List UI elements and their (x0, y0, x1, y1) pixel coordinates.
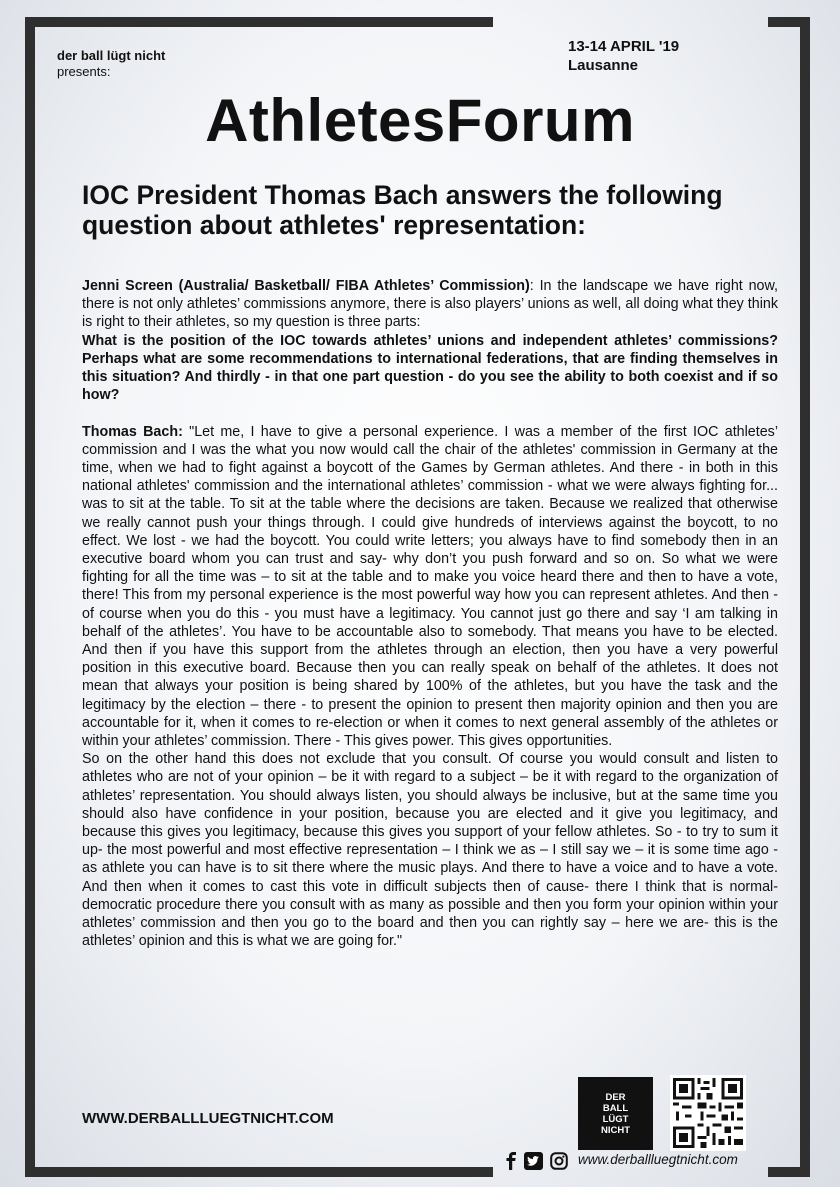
masthead-title: AthletesForum (205, 87, 635, 154)
question-intro-paragraph (82, 277, 778, 332)
instagram-icon[interactable] (550, 1152, 568, 1170)
question-text: What is the position of the IOC towards athletes’ unions and independent athletes’ commissions? Perhaps what are some recommendations to international federations, that are finding themselves in this situation? And thirdly - in that one part question - do you see the ability to both coexist and if so how? (82, 332, 778, 404)
frame-bottom-right (768, 1167, 810, 1177)
frame-bottom-left (25, 1167, 493, 1177)
org-name: der ball lügt nicht (57, 48, 166, 63)
question-speaker: Jenni Screen (Australia/ Basketball/ FIBA Athletes’ Commission) (82, 278, 530, 294)
answer-speaker: Thomas Bach: (82, 423, 183, 440)
footer-website[interactable]: www.derballluegtnicht.com (578, 1152, 738, 1167)
article-headline: IOC President Thomas Bach answers the following question about athletes' representation: (82, 180, 723, 240)
answer-text-1: "Let me, I have to give a personal experience. I was a member of the first IOC athletes’ commission and I was the what you now would call the chair of the athletes' commission in Germany at the time, when we had to fight against a boycott of the Games by German athletes. And there - in both in this national athletes' commission and the international athletes’ commission - what we were always fighting for... was to sit at the table. To sit at the table where the decisions are taken. Because we realized that otherwise we really cannot push your things through. I could give hundreds of interviews against the boycott, to no effect. We lost - we had the boycott. You could write letters; you always have to find somebody then in an executive board whom you can trust and say- why don’t you push forward and so on. So what we were fighting for all the time was – to sit at the table and to make you voice heard there and then to have a vote, there! This from my personal experience is the most powerful way how you can represent athletes. And then - of course when you do this - you must have a legitimacy. You cannot just go there and say ‘I am talking in behalf of the athletes’. You have to be accountable also to somebody. That means you have to be elected. And then if you have this support from the athletes through an election, then you have a very powerful position in this executive board. Because then you can really speak on behalf of the athletes. It does not mean that always your position is being shared by 100% of the athletes, but you have the task and the legitimacy by the election – there - to present the opinion to present then majority opinion and then you are accountable for it, when it comes to re-election or when it comes to next general assembly of the athletes or within your athletes’ commission. There - This gives power. This gives opportunities. (82, 423, 779, 750)
logo-line: NICHT (600, 1124, 631, 1136)
frame-right (800, 17, 810, 1177)
twitter-icon[interactable] (524, 1152, 543, 1170)
frame-top-left (25, 17, 493, 27)
presents-label: presents: (57, 64, 111, 79)
event-date: 13-14 APRIL '19 (568, 38, 680, 55)
article-body (82, 277, 778, 951)
footer-website-caps[interactable]: WWW.DERBALLLUEGTNICHT.COM (82, 1110, 334, 1127)
event-place: Lausanne (568, 57, 639, 74)
facebook-icon[interactable] (505, 1152, 517, 1170)
logo-line: DER (605, 1091, 626, 1103)
answer-paragraph-2: So on the other hand this does not exclude that you consult. Of course you would consult and listen to athletes who are not of your opinion – be it with regard to a subject – be it with regard to the organization of athletes’ representation. You should always listen, you should always be inclusive, but at the same time you should also have confidence in your position, because you are elected and it give you legitimacy, and because this gives you legitimacy, because this gives you support of your fellow athletes. So - to try to sum it up- the most powerful and most effective representation – I think we as – I still say we – it is some time ago - as athlete you can have is to sit there where the music plays. And there to have a voice and to have a vote. And then when it comes to cast this vote in difficult subjects then of cause- there I think that is normal- democratic procedure there you consult with as many as possible and then you form your opinion within your athletes’ commission and then you go to the board and then you can rightly say – here we are- this is the athletes’ opinion and this is what we are going for." (82, 751, 778, 950)
brand-logo (578, 1077, 653, 1150)
frame-top-right (768, 17, 810, 27)
answer-paragraph-1 (82, 423, 778, 751)
logo-line: BALL (602, 1102, 629, 1114)
logo-line: LÜGT (602, 1113, 629, 1125)
question-intro: : In the landscape we have right now, there is not only athletes’ commissions anymore, there is also players’ unions as well, all doing what they think is right to their athletes, so my question is three parts: (82, 278, 778, 331)
frame-left (25, 17, 35, 1177)
qr-code-icon (670, 1075, 746, 1151)
